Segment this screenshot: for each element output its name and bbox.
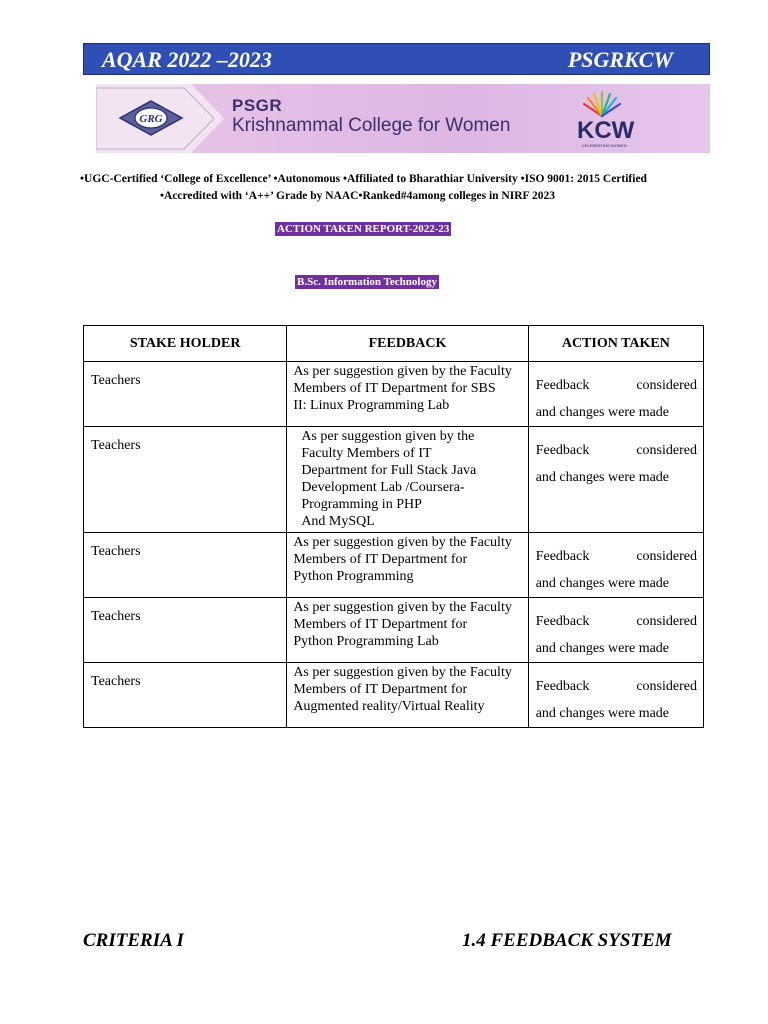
feedback-line: Faculty Members of IT: [301, 446, 432, 461]
feedback-line: As per suggestion given by the Faculty: [293, 600, 512, 615]
action-line: and changes were made: [535, 706, 670, 721]
action-word: considered: [636, 549, 697, 564]
kcw-tagline: CELEBRATING WOMEN: [582, 143, 627, 148]
kcw-logo: [574, 90, 644, 150]
report-title: ACTION TAKEN REPORT-2022-23: [277, 223, 450, 235]
header-aqar-title: AQAR 2022 –2023: [102, 47, 272, 72]
feedback-line: Programming in PHP: [301, 497, 422, 512]
table-row: [84, 598, 704, 663]
action-word: considered: [636, 443, 697, 458]
action-cell: [528, 598, 703, 663]
feedback-line: Members of IT Department for SBS: [293, 381, 496, 396]
header-bar: [83, 43, 710, 75]
footer-section-title: 1.4 FEEDBACK SYSTEM: [462, 930, 672, 951]
feedback-line: As per suggestion given by the Faculty: [293, 665, 512, 680]
feedback-cell: [287, 533, 528, 598]
feedback-line: Members of IT Department for: [293, 617, 468, 632]
table-row: [84, 663, 704, 728]
feedback-cell: [287, 427, 528, 533]
action-line: and changes were made: [535, 405, 670, 420]
grg-logo-icon: [118, 99, 184, 137]
feedback-cell: [287, 598, 528, 663]
stakeholder-cell: Teachers: [84, 533, 287, 598]
table-row: [84, 362, 704, 427]
feedback-line: As per suggestion given by the Faculty: [293, 364, 512, 379]
header-feedback: FEEDBACK: [287, 326, 528, 362]
action-line: and changes were made: [535, 470, 670, 485]
feedback-cell: [287, 663, 528, 728]
action-line: and changes were made: [535, 576, 670, 591]
action-cell: [528, 427, 703, 533]
stakeholder-cell: Teachers: [84, 362, 287, 427]
feedback-line: As per suggestion given by the Faculty: [293, 535, 512, 550]
action-line: and changes were made: [535, 641, 670, 656]
kcw-logo-text: KCW: [577, 117, 635, 144]
feedback-line: Members of IT Department for: [293, 552, 468, 567]
action-word: Feedback: [535, 679, 590, 694]
action-word: considered: [636, 378, 697, 393]
feedback-table: [83, 325, 704, 728]
table-row: [84, 427, 704, 533]
feedback-line: Development Lab /Coursera-: [301, 480, 465, 495]
stakeholder-cell: Teachers: [84, 427, 287, 533]
department-title: B.Sc. Information Technology: [297, 276, 437, 288]
feedback-line: Python Programming: [293, 569, 414, 584]
feedback-line: II: Linux Programming Lab: [293, 398, 450, 413]
certifications-line-1: •UGC-Certified ‘College of Excellence’ •Autonomous •Affiliated to Bharathiar University •ISO 9001: 2015 Certified: [80, 173, 647, 185]
action-word: considered: [636, 614, 697, 629]
certifications-line-2: •Accredited with ‘A++’ Grade by NAAC•Ranked#4among colleges in NIRF 2023: [160, 190, 555, 202]
action-cell: [528, 533, 703, 598]
header-institution-code: PSGRKCW: [567, 47, 673, 72]
header-action-taken: ACTION TAKEN: [528, 326, 703, 362]
feedback-cell: [287, 362, 528, 427]
feedback-line: And MySQL: [301, 514, 375, 529]
footer-criteria: CRITERIA I: [83, 930, 184, 951]
table-row: [84, 533, 704, 598]
action-word: considered: [636, 679, 697, 694]
kcw-sunburst-icon: [574, 90, 644, 120]
action-word: Feedback: [535, 378, 590, 393]
action-word: Feedback: [535, 549, 590, 564]
college-banner: [96, 84, 710, 153]
banner-college-name: Krishnammal College for Women: [232, 115, 511, 136]
action-cell: [528, 362, 703, 427]
header-stakeholder: STAKE HOLDER: [84, 326, 287, 362]
stakeholder-cell: Teachers: [84, 663, 287, 728]
grg-logo-text: GRG: [139, 113, 163, 125]
feedback-line: Augmented reality/Virtual Reality: [293, 699, 485, 714]
feedback-line: Department for Full Stack Java: [301, 463, 477, 478]
banner-psgr: PSGR: [232, 96, 283, 115]
table-header-row: [84, 326, 704, 362]
feedback-line: Python Programming Lab: [293, 634, 439, 649]
action-word: Feedback: [535, 614, 590, 629]
action-cell: [528, 663, 703, 728]
feedback-line: As per suggestion given by the: [301, 429, 475, 444]
action-word: Feedback: [535, 443, 590, 458]
stakeholder-cell: Teachers: [84, 598, 287, 663]
feedback-line: Members of IT Department for: [293, 682, 468, 697]
